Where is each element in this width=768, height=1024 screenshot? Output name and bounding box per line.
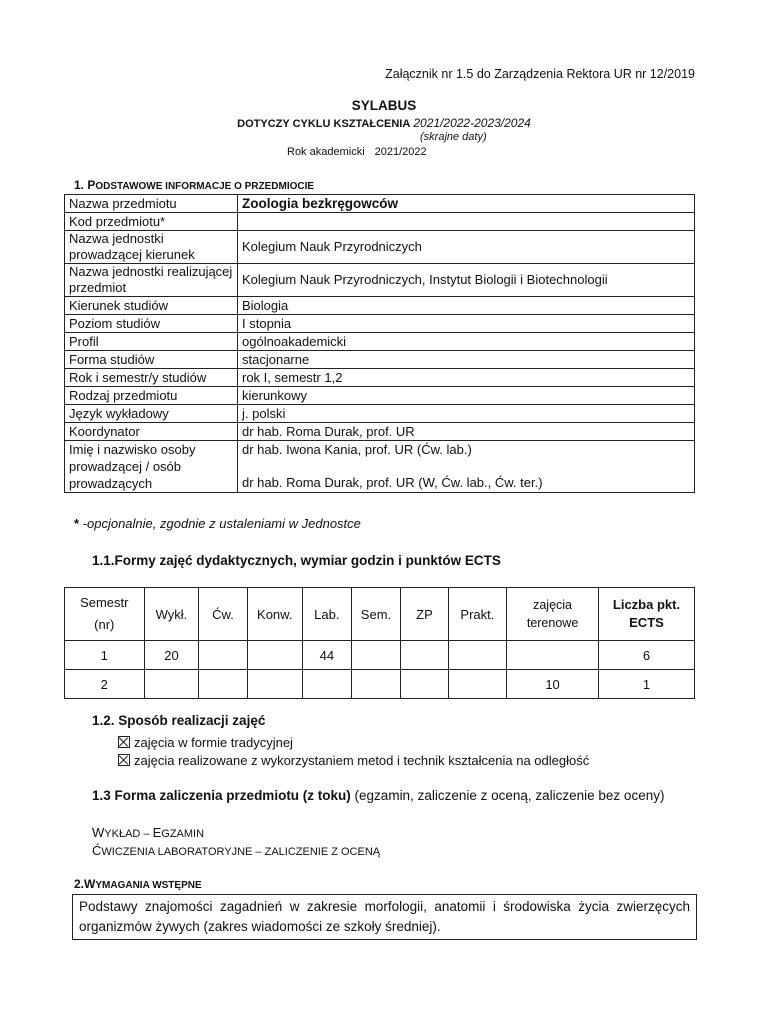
hours-header-cell: zajęcia terenowe [507,588,599,641]
info-row [65,423,695,441]
info-value: Kolegium Nauk Przyrodniczych, Instytut Biologii i Biotechnologii [238,264,695,297]
info-value: Biologia [238,297,695,315]
info-key: Koordynator [65,423,238,441]
hours-header-cell: Konw. [247,588,302,641]
hours-cell: 2 [65,670,145,699]
academic-year-value: 2021/2022 [374,146,427,158]
info-value: rok I, semestr 1,2 [238,369,695,387]
optional-note [74,516,361,531]
info-row [65,333,695,351]
hours-header-cell: ZP [401,588,448,641]
academic-year-label: Rok akademicki [287,146,365,158]
option-traditional [118,735,293,750]
cycle-note: (skrajne daty) [420,131,487,143]
info-row [65,315,695,333]
section11-heading: 1.1.Formy zajęć dydaktycznych, wymiar godzin i punktów ECTS [92,553,501,568]
section2-title-rest: YMAGANIA WSTĘPNE [95,880,202,891]
hours-header-cell: Wykł. [144,588,199,641]
info-value: kierunkowy [238,387,695,405]
info-key: Kierunek studiów [65,297,238,315]
annex-reference: Załącznik nr 1.5 do Zarządzenia Rektora UR nr 12/2019 [385,67,695,81]
note-text: -opcjonalnie, zgodnie z ustaleniami w Jednostce [79,516,361,531]
option-traditional-label: zajęcia w formie tradycyjnej [134,735,293,750]
section2-title-first: W [84,877,96,891]
teacher-2: dr hab. Roma Durak, prof. UR (W, Ćw. lab., Ćw. ter.) [242,475,543,490]
section1-title-rest: ODSTAWOWE INFORMACJE O PRZEDMIOCIE [95,181,315,192]
info-row [65,387,695,405]
teacher-1: dr hab. Iwona Kania, prof. UR (Ćw. lab.) [242,442,472,457]
info-key: Poziom studiów [65,315,238,333]
hours-cell [507,641,599,670]
hours-cell: 44 [302,641,351,670]
hours-cell [247,641,302,670]
checked-box-icon [118,754,130,766]
info-key: Profil [65,333,238,351]
hours-cell: 1 [65,641,145,670]
section12-heading: 1.2. Sposób realizacji zajęć [92,713,266,728]
hours-table [64,587,695,699]
option-remote [118,753,589,768]
note-star: * [74,516,80,531]
section13-title: 1.3 Forma zaliczenia przedmiotu (z toku) [92,788,351,803]
hours-cell: 20 [144,641,199,670]
hours-header-cell: Lab. [302,588,351,641]
teachers-value [238,441,695,493]
info-row [65,195,695,213]
document-title: SYLABUS [351,98,417,113]
cycle-label: DOTYCZY CYKLU KSZTAŁCENIA [237,118,411,130]
info-key: Nazwa przedmiotu [65,195,238,213]
hours-row [65,670,695,699]
hours-cell [199,641,247,670]
academic-year [287,146,427,158]
info-value: I stopnia [238,315,695,333]
info-row [65,297,695,315]
hours-cell [351,670,401,699]
hours-header-row [65,588,695,641]
hours-header-cell: Prakt. [448,588,507,641]
info-key: Rok i semestr/y studiów [65,369,238,387]
hours-cell [247,670,302,699]
hours-cell [144,670,199,699]
section1-heading [74,178,314,192]
hours-cell: 1 [598,670,694,699]
hours-cell [199,670,247,699]
prerequisites-box: Podstawy znajomości zagadnień w zakresie morfologii, anatomii i środowiska życia zwierzęcych organizmów żywych (zakres wiadomości ze szkoły średniej). [72,894,697,940]
hours-header-cell: Sem. [351,588,401,641]
mode-cap: Ć [92,843,102,858]
info-row-teachers [65,441,695,493]
mode-cap: E [152,825,162,840]
hours-cell [401,641,448,670]
hours-header-cell: Ćw. [199,588,247,641]
info-value: stacjonarne [238,351,695,369]
info-row [65,369,695,387]
section1-number: 1. [74,178,85,192]
section1-title-first: P [87,178,96,192]
spacer [242,458,690,475]
info-value: Zoologia bezkręgowców [238,195,695,213]
info-row [65,231,695,264]
hours-header-cell: Liczba pkt. ECTS [598,588,694,641]
info-key: Forma studiów [65,351,238,369]
hours-row [65,641,695,670]
info-value: ogólnoakademicki [238,333,695,351]
checked-box-icon [118,736,130,748]
cycle-line [0,116,768,130]
hours-cell [302,670,351,699]
mode-text: WICZENIA LABORATORYJNE – ZALICZENIE Z OCENĄ [101,846,381,858]
info-key: Nazwa jednostki realizującej przedmiot [65,264,238,297]
info-key: Język wykładowy [65,405,238,423]
assessment-lecture [92,825,204,840]
info-row [65,264,695,297]
hours-cell [448,641,507,670]
info-row [65,405,695,423]
info-key: Imię i nazwisko osoby prowadzącej / osób prowadzących [65,441,238,493]
info-value: j. polski [238,405,695,423]
info-key: Nazwa jednostki prowadzącej kierunek [65,231,238,264]
cycle-years: 2021/2022-2023/2024 [413,116,531,130]
hours-cell [448,670,507,699]
basic-info-table [64,194,695,493]
info-value: dr hab. Roma Durak, prof. UR [238,423,695,441]
hours-cell: 10 [507,670,599,699]
hours-cell [401,670,448,699]
hours-cell: 6 [598,641,694,670]
mode-text: GZAMIN [161,828,205,840]
info-key: Rodzaj przedmiotu [65,387,238,405]
hours-header-cell: Semestr (nr) [65,588,145,641]
assessment-lab [92,843,380,858]
section2-heading [74,877,202,891]
info-row [65,351,695,369]
option-remote-label: zajęcia realizowane z wykorzystaniem metod i technik kształcenia na odległość [134,753,590,768]
mode-cap: W [92,825,105,840]
section2-number: 2. [74,877,85,891]
info-key: Kod przedmiotu* [65,213,238,231]
hours-cell [351,641,401,670]
section13-suffix: (egzamin, zaliczenie z oceną, zaliczenie bez oceny) [350,788,665,803]
info-row [65,213,695,231]
section13-heading [92,788,664,803]
info-value [238,213,695,231]
info-value: Kolegium Nauk Przyrodniczych [238,231,695,264]
mode-text: YKŁAD – [104,828,153,840]
